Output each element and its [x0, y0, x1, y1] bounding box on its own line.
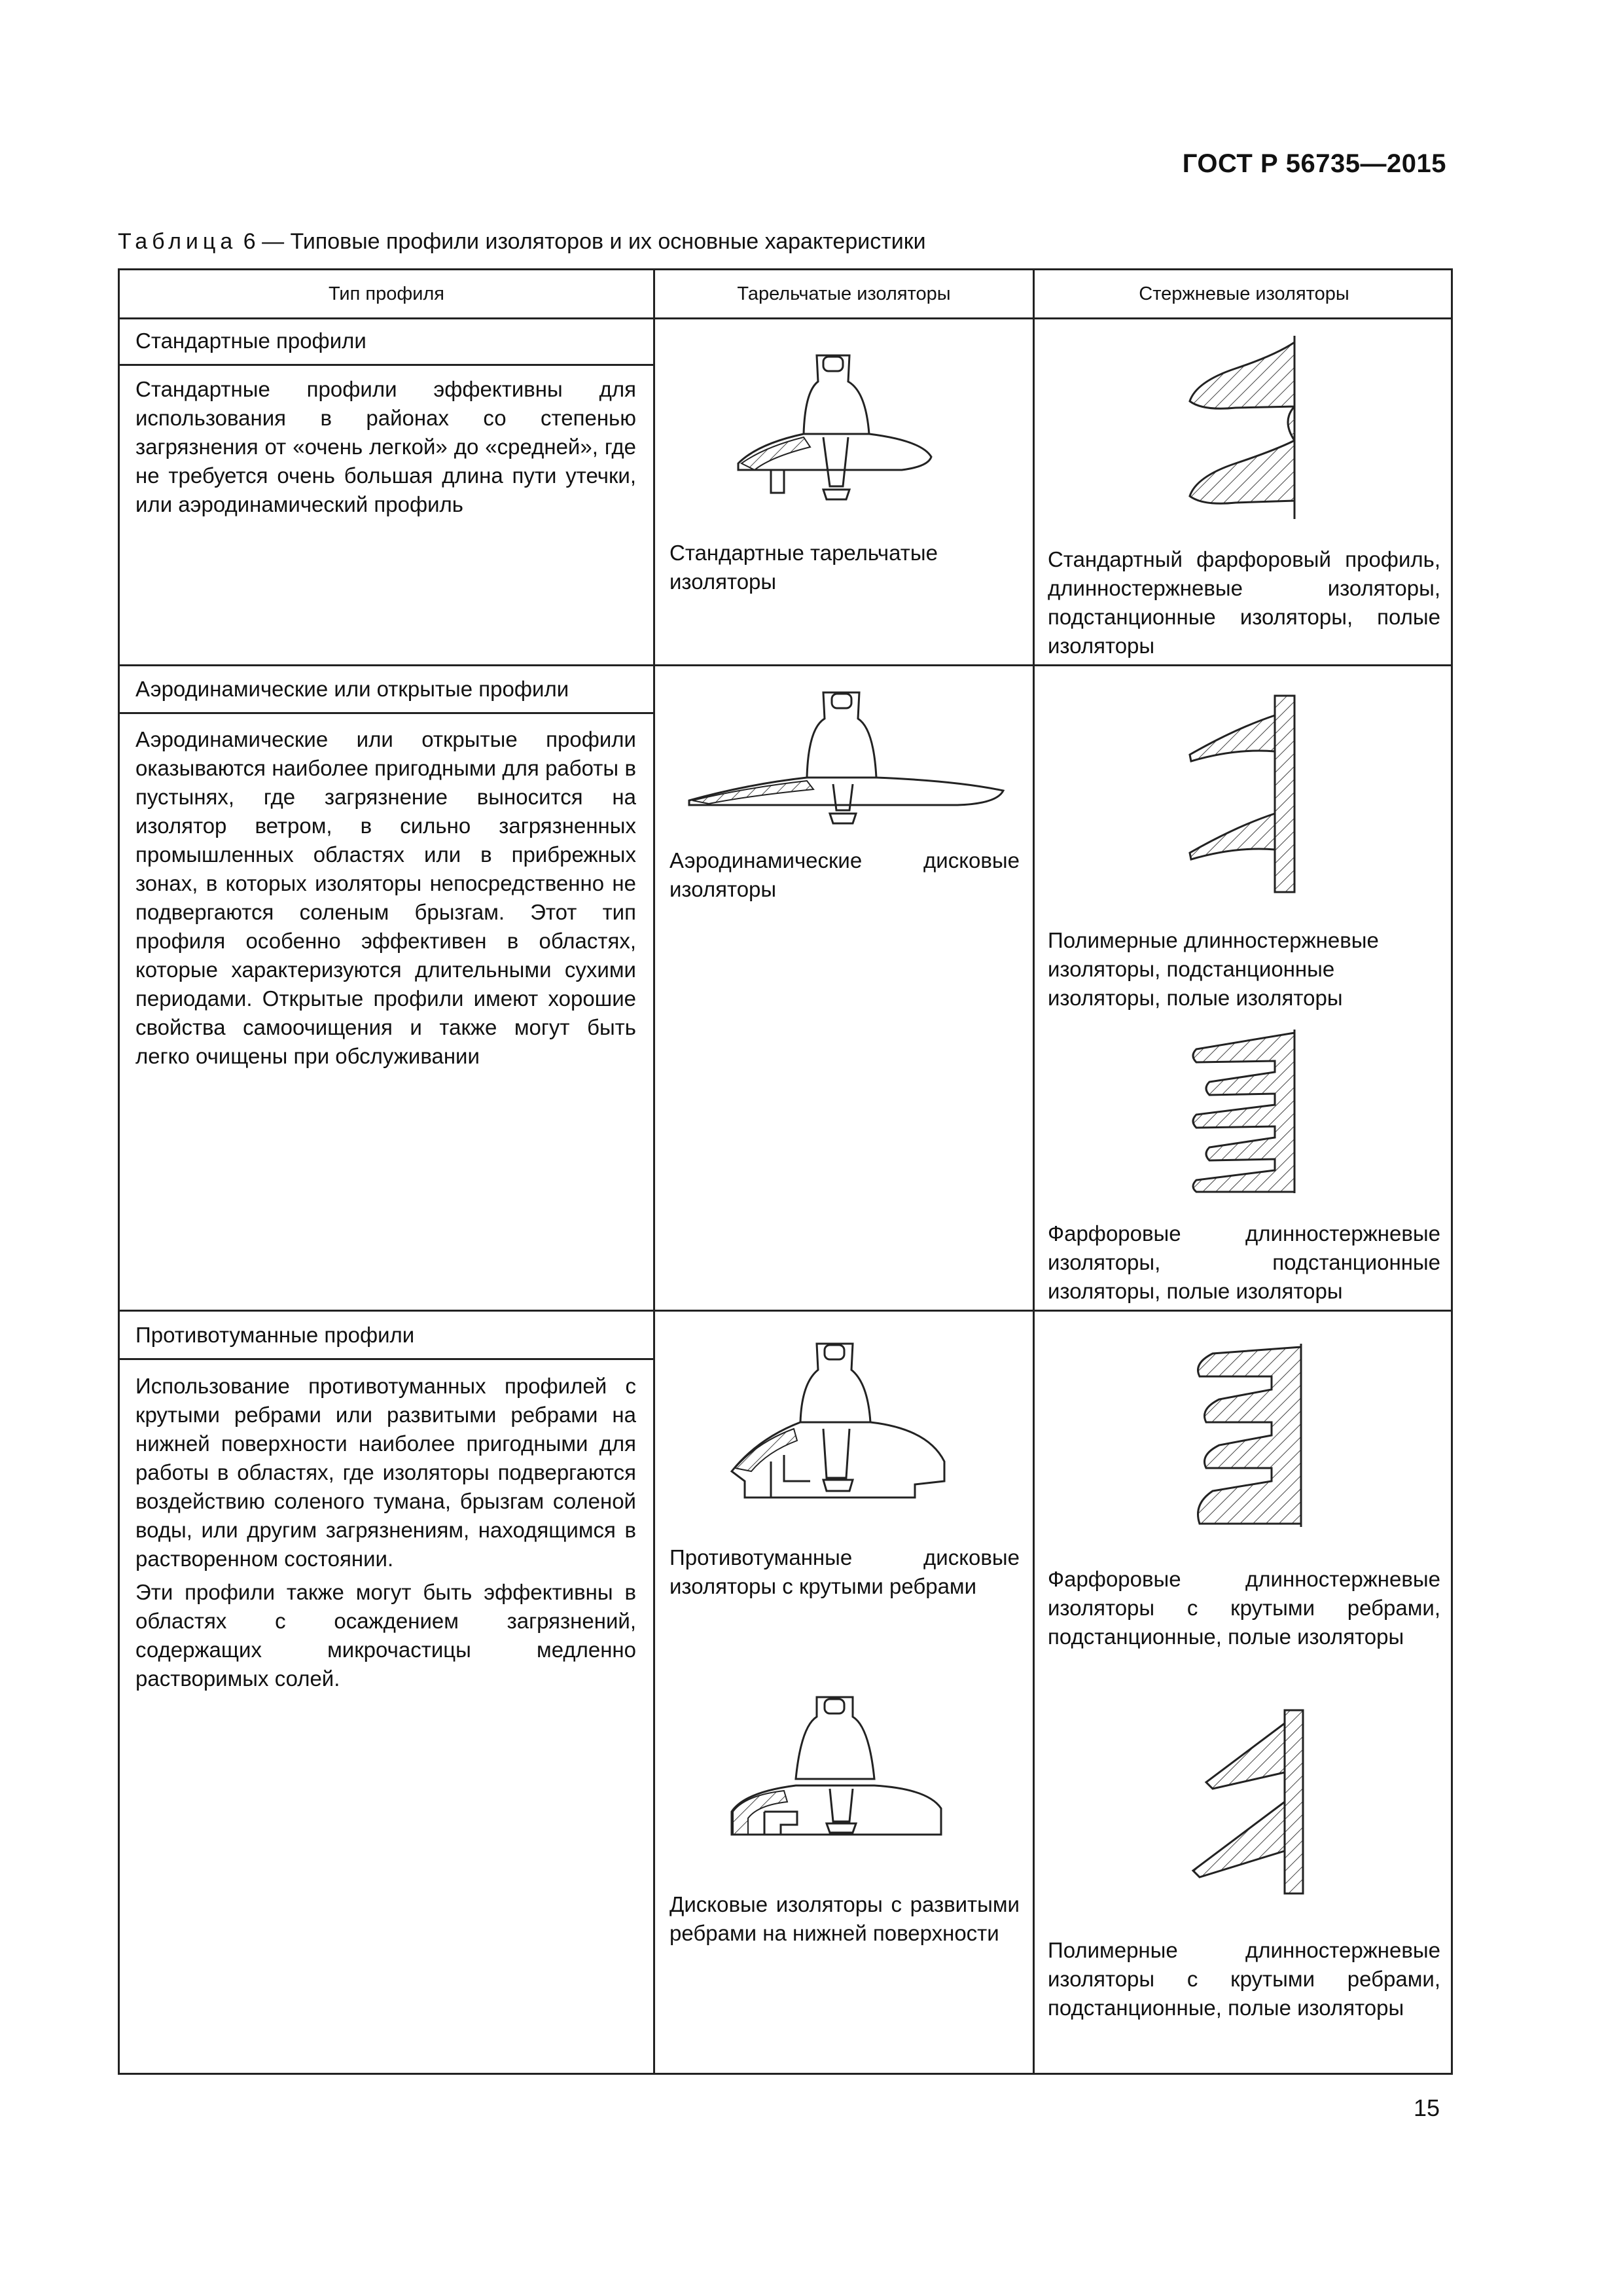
rod-caption-polymer-steep: Полимерные длинностержневые изоляторы с крутыми ребрами, подстанционные, полые изоляторы: [1048, 1938, 1440, 2020]
table-caption-text: 6 — Типовые профили изоляторов и их основные характеристики: [237, 229, 926, 254]
row-description-standard: Стандартные профили эффективны для использования в районах со степенью загрязнения от «очень легкой» до «средней», где не требуется очень большая длина пути утечки, или аэродинамический профиль: [135, 377, 636, 516]
standard-cap-and-pin-insulator-icon: [732, 342, 935, 512]
row-title-anti-fog: Противотуманные профили: [135, 1323, 415, 1347]
polymer-steep-ribs-shed-profile-icon: [1167, 1704, 1311, 1900]
table-caption-label: Таблица: [118, 229, 238, 254]
row-description-aerodynamic: Аэродинамические или открытые профили оказываются наиболее пригодными для работы в пустынях, где загрязнение выносится на изолятор ветром, в сильно загрязненных промышленных областях или в прибрежных зонах, в которых изоляторы непосредственно не подвергаются соленым брызгам. Этот тип профиля особенно эффективен в областях, которые характеризуются длительными сухими периодами. Открытые профили имеют хорошие свойства самоочищения и также могут быть легко очищены при обслуживании: [135, 727, 636, 1068]
row-title-standard: Стандартные профили: [135, 329, 366, 353]
page-number: 15: [1413, 2094, 1440, 2121]
profiles-table: [118, 268, 1453, 2075]
standard-porcelain-shed-profile-icon: [1177, 329, 1308, 526]
disc-caption-aerodynamic: Аэродинамические дисковые изоляторы: [669, 848, 1020, 901]
column-header-rod-insulators: Стержневые изоляторы: [1139, 283, 1349, 304]
rod-caption-standard: Стандартный фарфоровый профиль, длинностержневые изоляторы, подстанционные изоляторы, полые изоляторы: [1048, 547, 1440, 658]
polymer-long-rod-shed-profile-icon: [1177, 689, 1308, 899]
aerodynamic-disc-insulator-icon: [683, 679, 1010, 830]
deep-under-ribs-disc-insulator-icon: [719, 1681, 954, 1877]
row-description-anti-fog-1: Использование противотуманных профилей с крутыми ребрами или развитыми ребрами на нижней поверхности наиболее пригодными для работы в областях, где изоляторы подвергаются воздействию соленого тумана, брызгам соленой воды, или другим загрязнениям, находящимся в растворенном состоянии.: [135, 1374, 636, 1571]
porcelain-steep-ribs-shed-profile-icon: [1167, 1337, 1311, 1534]
row-description-anti-fog-2: Эти профили также могут быть эффективны в областях с осаждением загрязнений, содержащих микрочастицы медленно растворимых солей.: [135, 1580, 636, 1691]
rod-caption-polymer-long-rod: Полимерные длинностержневые изоляторы, подстанционные изоляторы, полые изоляторы: [1048, 928, 1379, 1010]
rod-caption-porcelain-steep: Фарфоровые длинностержневые изоляторы с крутыми ребрами, подстанционные, полые изоляторы: [1048, 1567, 1440, 1649]
column-header-disc-insulators: Тарельчатые изоляторы: [737, 283, 951, 304]
disc-caption-anti-fog-steep: Противотуманные дисковые изоляторы с крутыми ребрами: [669, 1545, 1020, 1598]
row-title-aerodynamic: Аэродинамические или открытые профили: [135, 677, 569, 701]
rod-caption-porcelain-long-rod: Фарфоровые длинностержневые изоляторы, подстанционные изоляторы, полые изоляторы: [1048, 1221, 1440, 1303]
disc-caption-standard: Стандартные тарельчатые изоляторы: [669, 541, 938, 594]
standard-number: ГОСТ Р 56735—2015: [1182, 149, 1446, 178]
porcelain-long-rod-shed-profile-icon: [1177, 1023, 1308, 1200]
anti-fog-steep-ribs-disc-insulator-icon: [719, 1331, 954, 1540]
disc-caption-deep-under-ribs: Дисковые изоляторы с развитыми ребрами на нижней поверхности: [669, 1892, 1020, 1945]
table-caption: [118, 229, 926, 255]
column-header-profile-type: Тип профиля: [328, 283, 445, 304]
